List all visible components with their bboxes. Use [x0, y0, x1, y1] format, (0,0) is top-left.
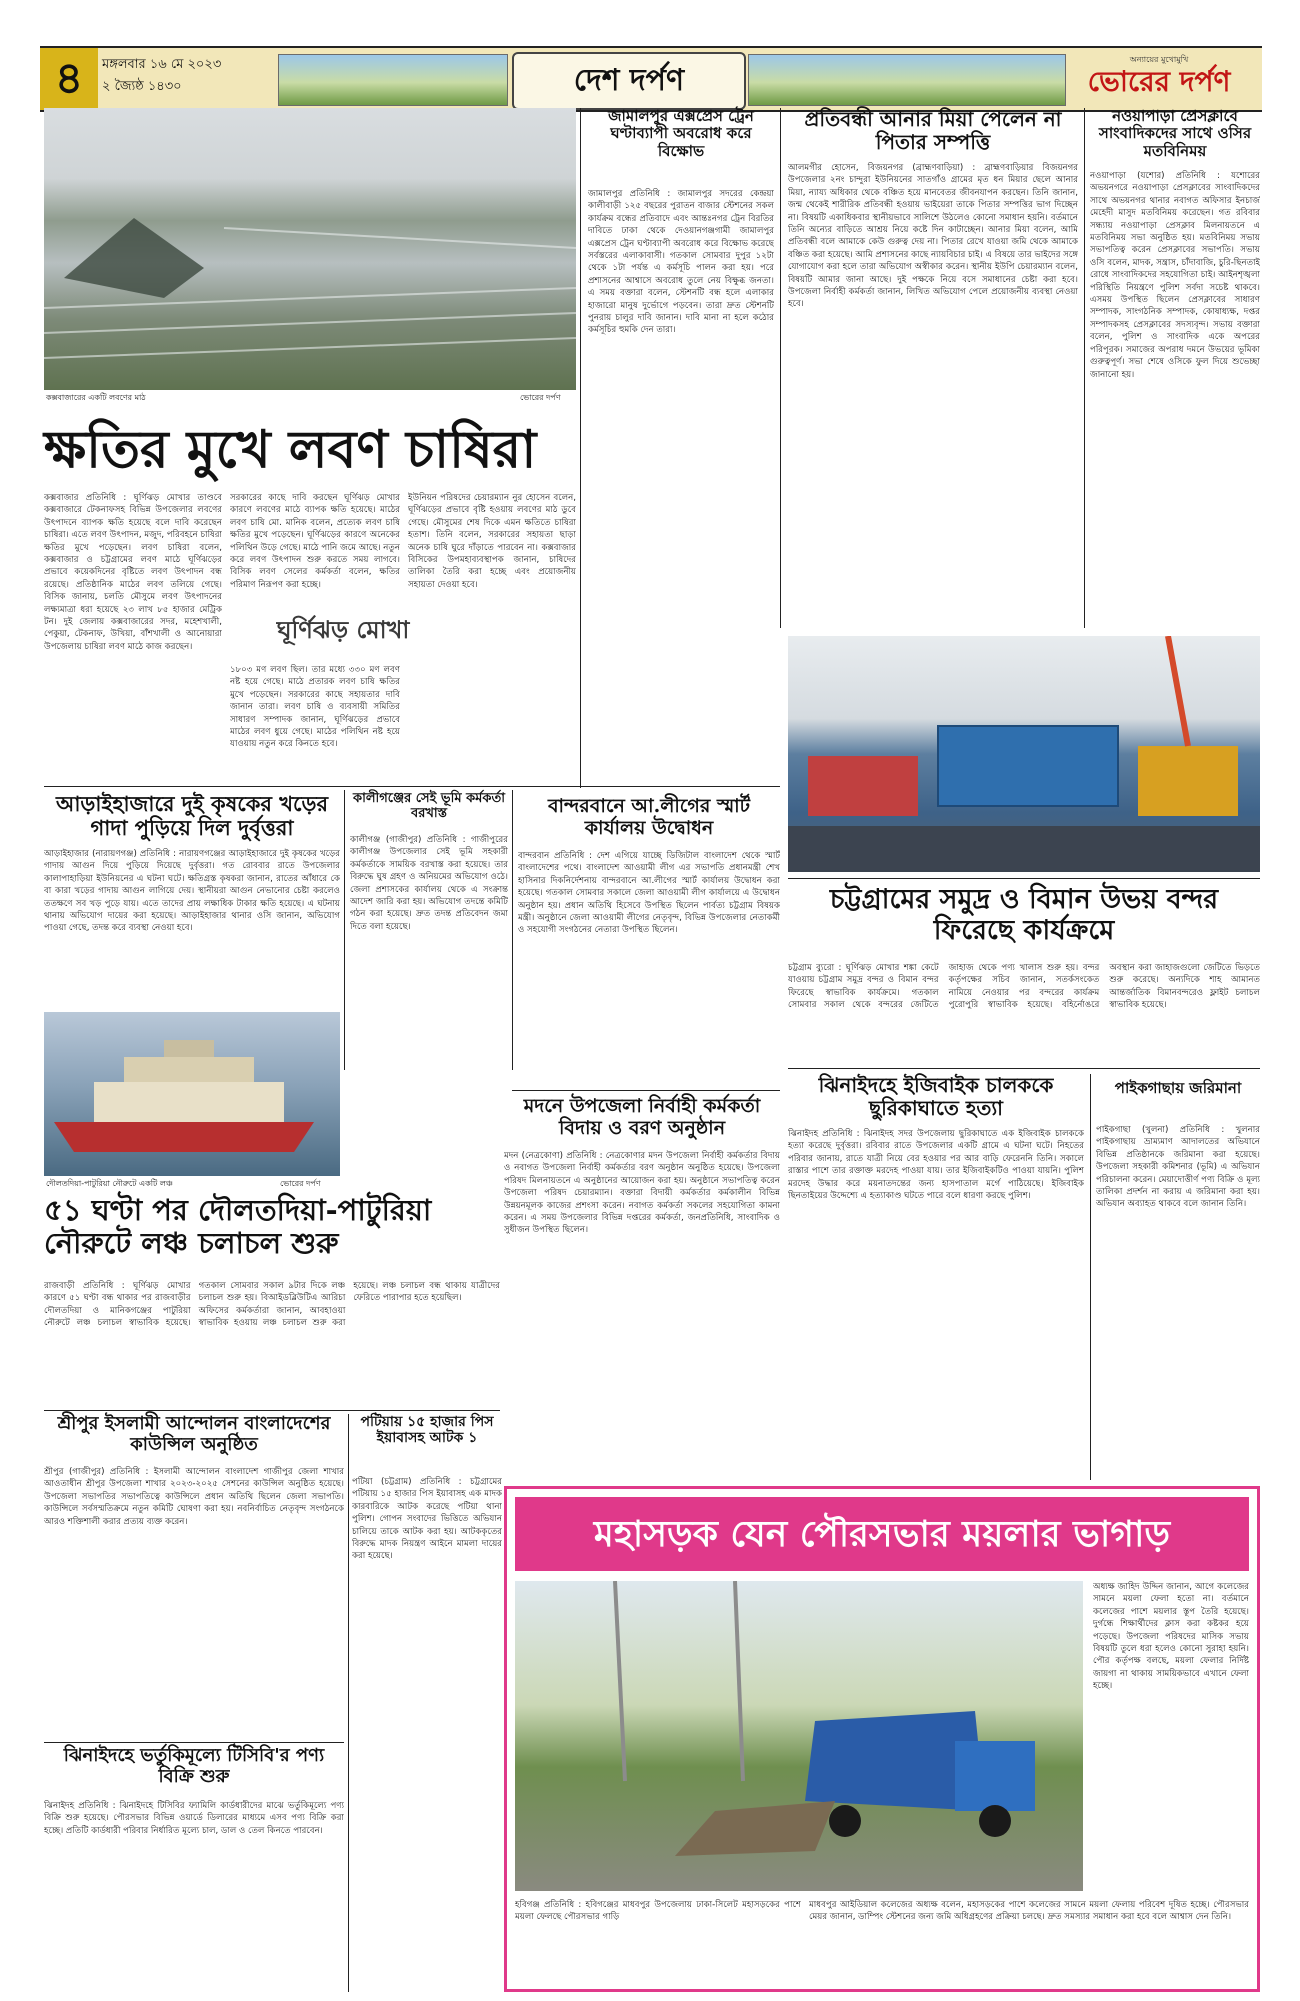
date-block [102, 54, 221, 98]
paikgachha-headline: পাইকগাছায় জরিমানা [1114, 1079, 1242, 1097]
kaliganj-article: কালীগঞ্জ (গাজীপুর) প্রতিনিধি : গাজীপুরের কালীগঞ্জ উপজেলার সেই ভূমি সহকারী কর্মকর্তাকে সাময়িক বরখাস্ত করা হয়েছে। তার বিরুদ্ধে ঘুষ গ্রহণ ও অনিয়মের অভিযোগ ওঠে। জেলা প্রশাসকের কার্যালয় থেকে এ সংক্রান্ত আদেশ জারি করা হয়। অভিযোগ তদন্তে কমিটি গঠন করা হয়েছে। দ্রুত তদন্ত প্রতিবেদন জমা দিতে বলা হয়েছে। [350, 835, 508, 932]
brand-logo [1064, 54, 1254, 104]
port-container-photo [788, 636, 1260, 872]
jamalpur-article: জামালপুর প্রতিনিধি : জামালপুর সদরের কেন্দ্রয়া কালীবাড়ী ১২৫ বছরের পুরাতন বাজার স্টেশনের সকল কার্যক্রম বন্ধের প্রতিবাদে এবং আন্তঃনগর ট্রেন বিরতির দাবিতে ঢাকা থেকে দেওয়ানগঞ্জগামী জামালপুর এক্সপ্রেস ট্রেন ঘণ্টাব্যাপী অবরোধ করে বিক্ষোভ করেছে সর্বস্তরের এলাকাবাসী। গতকাল সোমবার দুপুর ১২টা থেকে ১টা পর্যন্ত এ কর্মসূচি পালন করা হয়। পরে প্রশাসনের আশ্বাসে অবরোধ তুলে নেয় বিক্ষুব্ধ জনতা। এ সময় বক্তারা বলেন, স্টেশনটি বন্ধ হলে এলাকার হাজারো মানুষ দুর্ভোগে পড়বেন। তারা দ্রুত স্টেশনটি পুনরায় চালুর দাবি জানান। দাবি মানা না হলে কঠোর কর্মসূচির হুমকি দেন তারা। [588, 189, 774, 336]
madan-headline: মদনে উপজেলা নির্বাহী কর্মকর্তা বিদায় ও বরণ অনুষ্ঠান [523, 1095, 761, 1139]
lead-article-col2: সরকারের কাছে দাবি করছেন ঘূর্ণিঝড় মোখার কারণে লবণের মাঠে ব্যাপক ক্ষতি হয়েছে। মাঠের লবণ চাষি মো. মানিক বলেন, প্রত্যেক লবণ চাষি ক্ষতির মুখে পড়েছেন। ঘূর্ণিঝড়ের কারণে অনেকের পলিথিন উড়ে গেছে। মাঠে পানি জমে আছে। নতুন করে লবণ উৎপাদন শুরু করতে সময় লাগবে। বিসিক লবণ সেলের কর্মকর্তা বলেন, ক্ষতির পরিমাণ নিরূপণ করা হচ্ছে। [230, 493, 400, 590]
jamalpur-headline: জামালপুর এক্সপ্রেস ট্রেন ঘণ্টাব্যাপী অবরোধ করে বিক্ষোভ [608, 107, 754, 160]
column-rule [512, 790, 513, 1070]
header-photo-strip-left [278, 54, 508, 106]
mohasarak-feature-box [504, 1486, 1260, 1992]
ferry-article: রাজবাড়ী প্রতিনিধি : ঘূর্ণিঝড় মোখার কারণে ৫১ ঘণ্টা বন্ধ থাকার পর রাজবাড়ীর দৌলতদিয়া ও মানিকগঞ্জের পাটুরিয়া নৌরুটে লঞ্চ চলাচল স্বাভাবিক হয়েছে। গতকাল সোমবার সকাল ৯টার দিকে লঞ্চ চলাচল শুরু হয়। বিআইডব্লিউটিএ আরিচা অফিসের কর্মকর্তারা জানান, আবহাওয়া স্বাভাবিক হওয়ায় লঞ্চ চলাচল শুরু করা হয়েছে। লঞ্চ চলাচল বন্ধ থাকায় যাত্রীদের ফেরিতে পারাপার হতে হয়েছিল। [44, 1281, 500, 1329]
header-photo-strip-right [748, 54, 1066, 106]
lead-photo-credit: ভোরের দর্পণ [520, 393, 561, 402]
section-title: দেশ দর্পণ [512, 52, 746, 110]
date-gregorian: মঙ্গলবার ১৬ মে ২০২৩ [102, 57, 222, 72]
patiya-headline: পটিয়ায় ১৫ হাজার পিস ইয়াবাসহ আটক ১ [360, 1414, 494, 1447]
sreepur-headline: শ্রীপুর ইসলামী আন্দোলন বাংলাদেশের কাউন্সিল অনুষ্ঠিত [57, 1413, 331, 1455]
masthead [40, 46, 1262, 112]
sreepur-article: শ্রীপুর (গাজীপুর) প্রতিনিধি : ইসলামী আন্দোলন বাংলাদেশ গাজীপুর জেলা শাখার আওতাধীন শ্রীপুর উপজেলা শাখার ২০২৩-২০২৫ সেশনের কাউন্সিল অনুষ্ঠিত হয়েছে। উপজেলা সভাপতির সভাপতিত্বে কাউন্সিলে প্রধান অতিথি ছিলেন জেলা সভাপতি। কাউন্সিলে সর্বসম্মতিক্রমে নতুন কমিটি ঘোষণা করা হয়। নবনির্বাচিত নেতৃবৃন্দ সংগঠনকে আরও শক্তিশালী করার প্রত্যয় ব্যক্ত করেন। [44, 1467, 344, 1527]
date-bangla: ২ জ্যৈষ্ঠ ১৪৩০ [102, 79, 182, 94]
section-rule [44, 786, 780, 787]
lead-headline: ক্ষতির মুখে লবণ চাষিরা [44, 419, 537, 480]
truck-illustration [515, 1581, 1083, 1891]
noapara-headline: নওয়াপাড়া প্রেসক্লাবে সাংবাদিকদের সাথে ওসির মতবিনিময় [1098, 107, 1252, 160]
page-number: ৪ [40, 48, 98, 110]
jhenaidah-ebike-article: ঝিনাইদহ প্রতিনিধি : ঝিনাইদহ সদর উপজেলায় ছুরিকাঘাতে এক ইজিবাইক চালককে হত্যা করেছে দুর্বৃত্তরা। রবিবার রাতে উপজেলার একটি গ্রামে এ ঘটনা ঘটে। নিহতের পরিবার জানায়, রাতে যাত্রী নিয়ে বের হওয়ার পর আর বাড়ি ফেরেননি তিনি। সকালে রাস্তার পাশে তার রক্তাক্ত মরদেহ পাওয়া যায়। তার ইজিবাইকটিও পাওয়া যায়নি। পুলিশ মরদেহ উদ্ধার করে ময়নাতদন্তের জন্য হাসপাতাল মর্গে পাঠিয়েছে। ইজিবাইক ছিনতাইয়ের উদ্দেশ্যে এ হত্যাকাণ্ড ঘটতে পারে বলে ধারণা করছে পুলিশ। [788, 1129, 1084, 1202]
lead-subhead: ঘূর্ণিঝড় মোখা [276, 615, 410, 644]
launch-illustration [44, 1012, 340, 1176]
column-rule [348, 1414, 349, 1992]
launch-photo [44, 1012, 340, 1176]
noapara-article: নওয়াপাড়া (যশোর) প্রতিনিধি : যশোরের অভয়নগরে নওয়াপাড়া প্রেসক্লাবের সাংবাদিকদের সাথে অভয়নগর থানার নবাগত অফিসার ইনচার্জ মেহেদী মাসুদ মতবিনিময় করেছেন। গত রবিবার সন্ধ্যায় নওয়াপাড়া প্রেসক্লাব মিলনায়তনে এ মতবিনিময় সভা অনুষ্ঠিত হয়। মতবিনিময় সভায় সভাপতিত্ব করেন প্রেসক্লাবের সভাপতি। সভায় ওসি বলেন, মাদক, সন্ত্রাস, চাঁদাবাজি, চুরি-ছিনতাই রোধে সাংবাদিকদের সহযোগিতা চাই। আইনশৃঙ্খলা পরিস্থিতি নিয়ন্ত্রণে পুলিশ সর্বদা সচেষ্ট থাকবে। এসময় উপস্থিত ছিলেন প্রেসক্লাবের সাধারণ সম্পাদক, সাংগঠনিক সম্পাদক, কোষাধ্যক্ষ, দপ্তর সম্পাদকসহ প্রেসক্লাবের সদস্যবৃন্দ। সভায় বক্তারা বলেন, পুলিশ ও সাংবাদিক একে অপরের পরিপূরক। সমাজের অপরাধ দমনে উভয়ের ভূমিকা গুরুত্বপূর্ণ। সভা শেষে ওসিকে ফুল দিয়ে শুভেচ্ছা জানানো হয়। [1090, 171, 1260, 380]
mohasarak-article-right: অধ্যক্ষ জাহিদ উদ্দিন জানান, আগে কলেজের সামনে ময়লা ফেলা হতো না। বর্তমানে কলেজের পাশে ময়লার স্তূপ তৈরি হয়েছে। দুর্গন্ধে শিক্ষার্থীদের ক্লাস করা কষ্টকর হয়ে পড়েছে। উপজেলা পরিষদের মাসিক সভায় বিষয়টি তুলে ধরা হলেও কোনো সুরাহা হয়নি। পৌর কর্তৃপক্ষ বলছে, ময়লা ফেলার নির্দিষ্ট জায়গা না থাকায় সাময়িকভাবে এখানে ফেলা হচ্ছে। [1093, 1582, 1249, 1692]
section-rule [44, 1410, 500, 1411]
ferry-headline: ৫১ ঘণ্টা পর দৌলতদিয়া-পাটুরিয়া নৌরুটে লঞ্চ চলাচল শুরু [44, 1193, 432, 1261]
kaliganj-headline: কালীগঞ্জের সেই ভূমি কর্মকর্তা বরখাস্ত [352, 791, 506, 821]
brand-tagline: অন্যায়ের মুখোমুখি [1129, 55, 1189, 64]
mohasarak-article-bottom: মাধবপুর আইডিয়াল কলেজের অধ্যক্ষ বলেন, মহাসড়কের পাশে কলেজের সামনে ময়লা ফেলায় পরিবেশ দূষিত হচ্ছে। পৌরসভার মেয়র জানান, ডাম্পিং স্টেশনের জন্য জমি অধিগ্রহণের প্রক্রিয়া চলছে। দ্রুত সমস্যার সমাধান করা হবে বলে আশ্বাস দেন তিনি। [809, 1900, 1249, 1923]
mohasarak-headline: মহাসড়ক যেন পৌরসভার ময়লার ভাগাড় [593, 1513, 1171, 1555]
port-illustration [788, 636, 1260, 872]
chattogram-headline: চট্টগ্রামের সমুদ্র ও বিমান উভয় বন্দর ফিরেছে কার্যক্রমে [829, 884, 1219, 947]
araihazar-headline: আড়াইহাজারে দুই কৃষকের খড়ের গাদা পুড়িয়ে দিল দুর্বৃত্তরা [55, 791, 329, 841]
lead-article-col1: কক্সবাজার প্রতিনিধি : ঘূর্ণিঝড় মোখার তাণ্ডবে কক্সবাজারে টেকনাফসহ বিভিন্ন উপজেলার লবণের উৎপাদনে ব্যাপক ক্ষতি হয়েছে বলে দাবি করেছেন চাষিরা। এতে লবণ উৎপাদন, মজুদ, পরিবহনে চাষিরা ক্ষতির মুখে পড়েছেন। লবণ চাষিরা বলেন, কক্সবাজার ও চট্টগ্রামের লবণ মাঠে ঘূর্ণিঝড়ের প্রভাবে কয়েকদিনের বৃষ্টিতে লবণ উৎপাদন বন্ধ রয়েছে। প্রতিষ্ঠানিক মাঠের লবণ তলিয়ে গেছে। বিসিক জানায়, চলতি মৌসুমে লবণ উৎপাদনের লক্ষ্যমাত্রা ধরা হয়েছে ২৩ লাখ ৮৫ হাজার মেট্রিক টন। দুই জেলায় কক্সবাজারের সদর, মহেশখালী, পেকুয়া, টেকনাফ, উখিয়া, বাঁশখালী ও আনোয়ারা উপজেলায় চাষিরা লবণ মাঠে কাজ করছেন। [44, 493, 222, 652]
bandarban-headline: বান্দরবানে আ.লীগের স্মার্ট কার্যালয় উদ্বোধন [547, 795, 751, 839]
salt-field-photo [44, 108, 576, 390]
section-rule [788, 878, 1260, 879]
brand-name: ভোরের দর্পণ [1087, 65, 1231, 98]
mohasarak-headline-banner [515, 1497, 1249, 1571]
ferry-photo-credit: ভোরের দর্পণ [280, 1179, 321, 1188]
lead-photo-caption: কক্সবাজারের একটি লবণের মাঠ [46, 393, 146, 402]
column-rule [780, 108, 781, 628]
jhenaidah-tcb-headline: ঝিনাইদহে ভর্তুকিমূল্যে টিসিবি'র পণ্য বিক্রি শুরু [63, 1745, 325, 1787]
salt-field-illustration [44, 108, 576, 390]
column-rule [1084, 108, 1085, 628]
section-rule [788, 1068, 1260, 1069]
chattogram-article: চট্টগ্রাম ব্যুরো : ঘূর্ণিঝড় মোখার শঙ্কা কেটে যাওয়ায় চট্টগ্রাম সমুদ্র বন্দর ও বিমান বন্দর ফিরেছে স্বাভাবিক কার্যক্রমে। গতকাল সোমবার সকাল থেকে বন্দরের জেটিতে জাহাজ থেকে পণ্য খালাস শুরু হয়। বন্দর কর্তৃপক্ষের সচিব জানান, সতর্কসংকেত নামিয়ে নেওয়ার পর বন্দরের কার্যক্রম পুরোপুরি স্বাভাবিক হয়েছে। বহির্নোঙরে অবস্থান করা জাহাজগুলো জেটিতে ভিড়তে শুরু করেছে। অন্যদিকে শাহ আমানত আন্তর্জাতিক বিমানবন্দরেও ফ্লাইট চলাচল স্বাভাবিক হয়েছে। [788, 963, 1260, 1011]
section-rule [44, 1742, 344, 1743]
paikgachha-article: পাইকগাছা (খুলনা) প্রতিনিধি : খুলনার পাইকগাছায় ভ্রাম্যমাণ আদালতের অভিযানে বিভিন্ন প্রতিষ্ঠানকে জরিমানা করা হয়েছে। উপজেলা সহকারী কমিশনার (ভূমি) এ অভিযান পরিচালনা করেন। মেয়াদোত্তীর্ণ পণ্য বিক্রি ও মূল্য তালিকা প্রদর্শন না করায় এ জরিমানা করা হয়। অভিযান অব্যাহত থাকবে বলে জানান তিনি। [1096, 1125, 1260, 1210]
pratibandhi-headline: প্রতিবন্ধী আনার মিয়া পেলেন না পিতার সম্পত্তি [804, 107, 1062, 154]
ferry-photo-caption: দৌলতদিয়া-পাটুরিয়া নৌরুটে একটি লঞ্চ [46, 1179, 173, 1188]
pratibandhi-article: আলমগীর হোসেন, বিজয়নগর (ব্রাহ্মণবাড়িয়া) : ব্রাহ্মণবাড়িয়ার বিজয়নগর উপজেলার ২নং চান্দুরা ইউনিয়নের সাতগাঁও গ্রামের মৃত ধন মিয়ার ছেলে আনার মিয়া, ন্যায্য অধিকার থেকে বঞ্চিত হয়ে মানবেতর জীবনযাপন করছেন। তিনি জানান, জন্ম থেকেই শারীরিক প্রতিবন্ধী হওয়ায় ভাইয়েরা তাকে পিতার সম্পত্তির ভাগ দিচ্ছেন না। বিষয়টি একাধিকবার স্থানীয়ভাবে সালিশে উঠলেও কোনো সমাধান হয়নি। বর্তমানে তিনি অন্যের বাড়িতে আশ্রয় নিয়ে কষ্টে দিন কাটাচ্ছেন। আনার মিয়া বলেন, আমি প্রতিবন্ধী বলে আমাকে কেউ গুরুত্ব দেয় না। পিতার রেখে যাওয়া জমি থেকে আমাকে বঞ্চিত করা হয়েছে। আমি প্রশাসনের কাছে ন্যায়বিচার চাই। এ বিষয়ে তার ভাইদের সঙ্গে যোগাযোগ করা হলে তারা অভিযোগ অস্বীকার করেন। স্থানীয় ইউপি চেয়ারম্যান বলেন, বিষয়টি আমার জানা আছে। দুই পক্ষকে নিয়ে বসে সমাধানের চেষ্টা করা হবে। উপজেলা নির্বাহী কর্মকর্তা জানান, লিখিত অভিযোগ পেলে প্রয়োজনীয় ব্যবস্থা নেওয়া হবে। [788, 163, 1078, 310]
lead-article-col4: ইউনিয়ন পরিষদের চেয়ারম্যান নুর হোসেন বলেন, ঘূর্ণিঝড়ের প্রভাবে বৃষ্টি হওয়ায় লবণের মাঠ ডুবে গেছে। মৌসুমের শেষ দিকে এমন ক্ষতিতে চাষিরা হতাশ। তিনি বলেন, সরকারের সহায়তা ছাড়া অনেক চাষি ঘুরে দাঁড়াতে পারবেন না। কক্সবাজার বিসিকের উপমহাব্যবস্থাপক জানান, চাষিদের তালিকা তৈরি করা হচ্ছে এবং প্রয়োজনীয় সহায়তা দেওয়া হবে। [408, 493, 576, 590]
araihazar-article: আড়াইহাজার (নারায়ণগঞ্জ) প্রতিনিধি : নারায়ণগঞ্জের আড়াইহাজারে দুই কৃষকের খড়ের গাদায় আগুন দিয়ে পুড়িয়ে দিয়েছে দুর্বৃত্তরা। গত রোববার রাতে উপজেলার কালাপাহাড়িয়া ইউনিয়নের এ ঘটনা ঘটে। ক্ষতিগ্রস্ত কৃষকরা জানান, রাতের আঁধারে কে বা কারা খড়ের গাদায় আগুন লাগিয়ে দেয়। স্থানীয়রা আগুন নেভানোর চেষ্টা করলেও ততক্ষণে সব খড় পুড়ে যায়। এতে তাদের প্রায় লক্ষাধিক টাকার ক্ষতি হয়েছে। এ ঘটনায় থানায় অভিযোগ দায়ের করা হয়েছে। আড়াইহাজার থানার ওসি জানান, অভিযোগ পাওয়া গেছে, তদন্ত করে ব্যবস্থা নেওয়া হবে। [44, 849, 340, 934]
mohasarak-photo-caption: হবিগঞ্জ প্রতিনিধি : হবিগঞ্জের মাধবপুর উপজেলায় ঢাকা-সিলেট মহাসড়কের পাশে ময়লা ফেলছে পৌরসভার গাড়ি [515, 1900, 801, 1923]
section-rule [512, 1090, 780, 1091]
bandarban-article: বান্দরবান প্রতিনিধি : দেশ এগিয়ে যাচ্ছে ডিজিটাল বাংলাদেশ থেকে স্মার্ট বাংলাদেশের পথে। বাংলাদেশ আওয়ামী লীগ এর সভাপতি প্রধানমন্ত্রী শেখ হাসিনার দিকনির্দেশনায় বান্দরবানে আ.লীগের স্মার্ট কার্যালয় উদ্বোধন করা হয়েছে। গতকাল সোমবার সকালে জেলা আওয়ামী লীগ কার্যালয়ে এ উদ্বোধন অনুষ্ঠান হয়। প্রধান অতিথি হিসেবে উপস্থিত ছিলেন পার্বত্য চট্টগ্রাম বিষয়ক মন্ত্রী। অনুষ্ঠানে জেলা আওয়ামী লীগের নেতৃবৃন্দ, বিভিন্ন উপজেলার নেতাকর্মী ও সহযোগী সংগঠনের নেতারা উপস্থিত ছিলেন। [518, 851, 780, 936]
patiya-article: পটিয়া (চট্টগ্রাম) প্রতিনিধি : চট্টগ্রামের পটিয়ায় ১৫ হাজার পিস ইয়াবাসহ এক মাদক কারবারিকে আটক করেছে পটিয়া থানা পুলিশ। গোপন সংবাদের ভিত্তিতে অভিযান চালিয়ে তাকে আটক করা হয়। আটককৃতের বিরুদ্ধে মাদক নিয়ন্ত্রণ আইনে মামলা দায়ের করা হয়েছে। [352, 1477, 502, 1562]
jhenaidah-tcb-article: ঝিনাইদহ প্রতিনিধি : ঝিনাইদহে টিসিবির ফ্যামিলি কার্ডধারীদের মাঝে ভর্তুকিমূল্যে পণ্য বিক্রি শুরু হয়েছে। পৌরসভার বিভিন্ন ওয়ার্ডে ডিলারের মাধ্যমে এসব পণ্য বিক্রি করা হচ্ছে। প্রতিটি কার্ডধারী পরিবার নির্ধারিত মূল্যে চাল, ডাল ও তেল কিনতে পারবেন। [44, 1801, 344, 1836]
column-rule [580, 108, 581, 788]
column-rule [344, 790, 345, 1070]
truck-dumping-photo [515, 1581, 1083, 1891]
lead-article-col3: ১৮০৩ মণ লবণ ছিল। তার মধ্যে ৩৩০ মণ লবণ নষ্ট হয়ে গেছে। মাঠে প্রতারক লবণ চাষি ক্ষতির মুখে পড়েছেন। সরকারের কাছে সহায়তার দাবি জানান তারা। লবণ চাষি ও ব্যবসায়ী সমিতির সাধারণ সম্পাদক জানান, ঘূর্ণিঝড়ের প্রভাবে মাঠের লবণ ধুয়ে গেছে। মাঠের পলিথিন নষ্ট হয়ে যাওয়ায় নতুন করে কিনতে হবে। [230, 665, 400, 750]
madan-article: মদন (নেত্রকোণা) প্রতিনিধি : নেত্রকোণার মদন উপজেলা নির্বাহী কর্মকর্তার বিদায় ও নবাগত উপজেলা নির্বাহী কর্মকর্তার বরণ অনুষ্ঠান অনুষ্ঠিত হয়েছে। উপজেলা পরিষদ মিলনায়তনে এ অনুষ্ঠানের আয়োজন করা হয়। অনুষ্ঠানে সভাপতিত্ব করেন উপজেলা পরিষদ চেয়ারম্যান। বক্তারা বিদায়ী কর্মকর্তার কর্মকালীন বিভিন্ন উন্নয়নমূলক কাজের প্রশংসা করেন। নবাগত কর্মকর্তা সকলের সহযোগিতা কামনা করেন। এ সময় উপজেলার বিভিন্ন দপ্তরের কর্মকর্তা, জনপ্রতিনিধি, সাংবাদিক ও সুধীজন উপস্থিত ছিলেন। [504, 1151, 780, 1236]
jhenaidah-ebike-headline: ঝিনাইদহে ইজিবাইক চালককে ছুরিকাঘাতে হত্যা [818, 1073, 1054, 1120]
column-rule [1090, 1074, 1091, 1480]
